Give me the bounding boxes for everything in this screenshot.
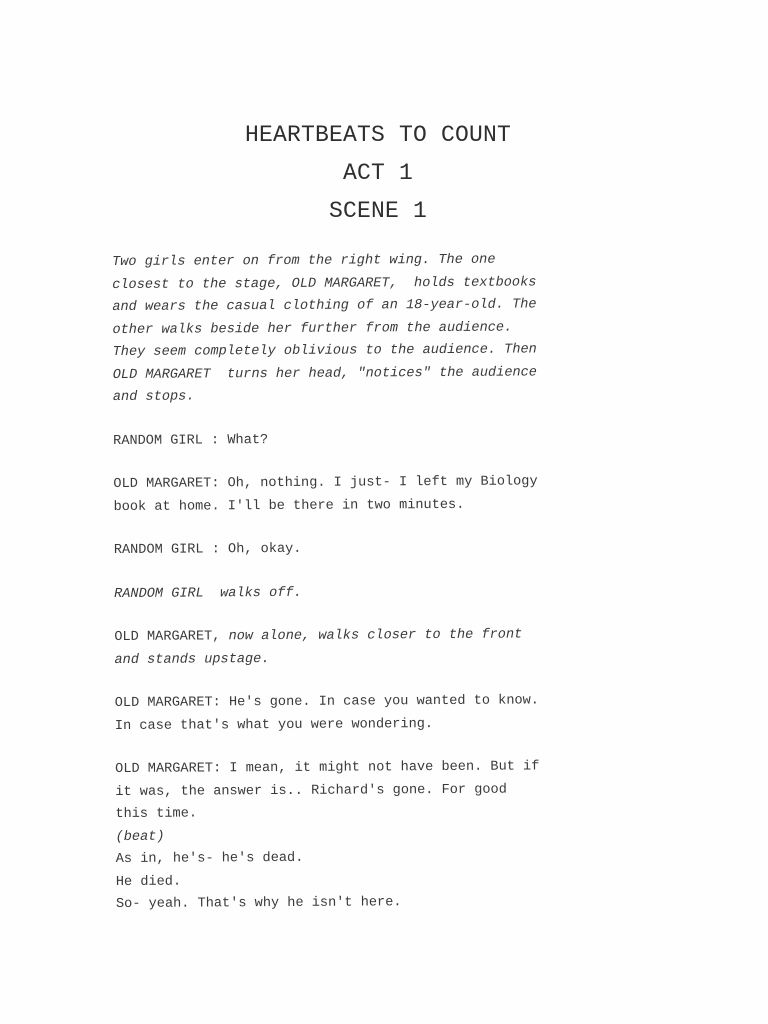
direction-line: OLD MARGARET turns her head, "notices" the audience <box>112 364 537 383</box>
dialogue-line: In case that's what you were wondering. <box>114 716 434 734</box>
title-block <box>0 116 756 230</box>
direction-action: walks off. <box>203 585 302 601</box>
direction-line: They seem completely oblivious to the audience. Then <box>112 342 537 360</box>
script-body <box>112 249 661 938</box>
direction-line <box>114 580 659 606</box>
direction-line: closest to the stage, OLD MARGARET, holds textbooks <box>112 274 537 293</box>
direction-line: Two girls enter on from the right wing. The one <box>112 252 496 270</box>
direction-line: other walks beside her further from the audience. <box>112 320 513 338</box>
dialogue-line: RANDOM GIRL : What? <box>113 432 269 449</box>
stage-direction-opening <box>112 249 658 410</box>
dialogue-line: OLD MARGARET: Oh, nothing. I just- I left my Biology <box>113 474 538 492</box>
direction-line: and stands upstage. <box>114 651 270 668</box>
dialogue-line: it was, the answer is.. Richard's gone. For good <box>115 782 507 800</box>
direction-line: and stops. <box>112 389 195 405</box>
character-name: OLD MARGARET, <box>114 629 221 645</box>
beat-direction: (beat) <box>115 829 165 845</box>
dialogue-line: OLD MARGARET: He's gone. In case you wanted to know. <box>114 693 539 711</box>
direction-action: now alone, walks closer to the front <box>220 627 523 645</box>
dialogue-old-margaret-3 <box>115 756 661 917</box>
dialogue-old-margaret-2 <box>115 690 660 738</box>
stage-direction-exit <box>114 580 659 606</box>
direction-line: and wears the casual clothing of an 18-year-old. The <box>112 297 537 315</box>
scene-heading: SCENE 1 <box>328 198 428 224</box>
dialogue-line: book at home. I'll be there in two minutes. <box>113 497 465 515</box>
act-heading: ACT 1 <box>342 160 413 186</box>
dialogue-old-margaret-1 <box>113 471 658 519</box>
direction-line <box>114 624 659 650</box>
stage-direction-alone <box>114 624 659 672</box>
play-title: HEARTBEATS TO COUNT <box>244 122 512 148</box>
dialogue-line: He died. <box>115 874 182 890</box>
dialogue-line: RANDOM GIRL : Oh, okay. <box>113 541 302 558</box>
dialogue-random-girl-1 <box>113 427 658 453</box>
character-name: RANDOM GIRL <box>114 585 204 602</box>
dialogue-line: this time. <box>115 806 198 822</box>
dialogue-line: So- yeah. That's why he isn't here. <box>115 895 402 912</box>
dialogue-line: OLD MARGARET: I mean, it might not have been. But if <box>115 759 540 777</box>
dialogue-random-girl-2 <box>114 537 659 563</box>
dialogue-line: As in, he's- he's dead. <box>115 850 304 867</box>
